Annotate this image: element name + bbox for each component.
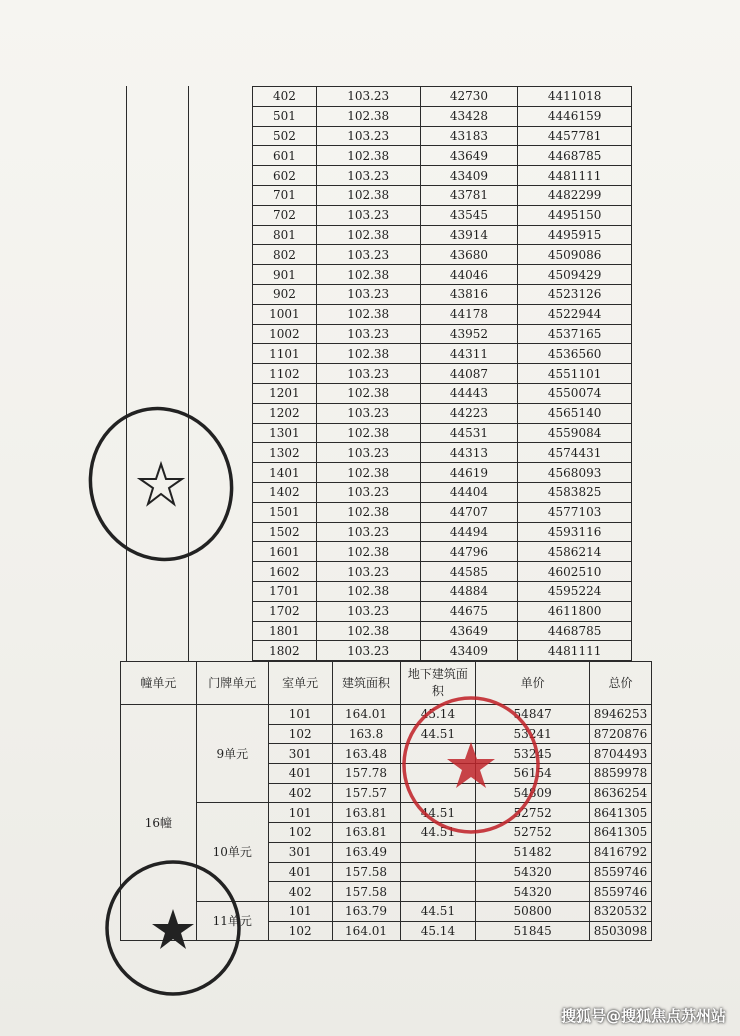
floor-area: 103.23 [316, 601, 420, 621]
total-price: 4593116 [518, 522, 632, 542]
floor-area: 102.38 [316, 265, 420, 285]
unit-price: 44087 [420, 364, 518, 384]
total-price: 4565140 [518, 403, 632, 423]
total-price: 8416792 [589, 842, 651, 862]
floor-area: 102.38 [316, 304, 420, 324]
table-row [253, 344, 632, 364]
floor-area: 102.38 [316, 383, 420, 403]
total-price: 4509429 [518, 265, 632, 285]
underground-area [400, 764, 476, 784]
room-number: 501 [253, 106, 317, 126]
floor-area: 163.81 [332, 823, 400, 843]
unit-price: 44443 [420, 383, 518, 403]
unit-price: 50800 [476, 901, 590, 921]
floor-area: 163.48 [332, 744, 400, 764]
unit-price: 44531 [420, 423, 518, 443]
room-number: 1301 [253, 423, 317, 443]
underground-area [400, 783, 476, 803]
unit-price: 44585 [420, 562, 518, 582]
total-price: 8559746 [589, 862, 651, 882]
total-price: 8559746 [589, 882, 651, 902]
total-price: 8704493 [589, 744, 651, 764]
underground-area: 45.14 [400, 705, 476, 725]
floor-area: 103.23 [316, 87, 420, 107]
total-price: 8641305 [589, 823, 651, 843]
header-door-unit: 门牌单元 [196, 662, 268, 705]
unit-price: 43428 [420, 106, 518, 126]
floor-area: 164.01 [332, 705, 400, 725]
room-number: 401 [268, 764, 332, 784]
floor-area: 163.49 [332, 842, 400, 862]
floor-area: 102.38 [316, 463, 420, 483]
unit-price: 56154 [476, 764, 590, 784]
room-number: 1801 [253, 621, 317, 641]
total-price: 4446159 [518, 106, 632, 126]
unit-price: 44046 [420, 265, 518, 285]
floor-area: 102.38 [316, 423, 420, 443]
floor-area: 157.58 [332, 882, 400, 902]
watermark-text: 搜狐号@搜狐焦点苏州站 [560, 1007, 726, 1025]
floor-area: 102.38 [316, 106, 420, 126]
table-row [253, 562, 632, 582]
room-number: 602 [253, 166, 317, 186]
table-row [253, 324, 632, 344]
unit-price-table-upper [252, 86, 632, 661]
unit-price: 44619 [420, 463, 518, 483]
total-price: 4595224 [518, 581, 632, 601]
table-row [253, 542, 632, 562]
underground-area: 44.51 [400, 803, 476, 823]
room-number: 1402 [253, 482, 317, 502]
room-number: 502 [253, 126, 317, 146]
room-number: 301 [268, 842, 332, 862]
unit-price: 43409 [420, 166, 518, 186]
total-price: 4523126 [518, 284, 632, 304]
unit-price: 54809 [476, 783, 590, 803]
header-floor-area: 建筑面积 [332, 662, 400, 705]
unit-price: 43649 [420, 146, 518, 166]
room-number: 102 [268, 921, 332, 941]
room-number: 101 [268, 705, 332, 725]
table-row [253, 601, 632, 621]
floor-area: 164.01 [332, 921, 400, 941]
unit-price: 43409 [420, 641, 518, 661]
unit-price: 53245 [476, 744, 590, 764]
room-number: 1101 [253, 344, 317, 364]
floor-area: 102.38 [316, 225, 420, 245]
floor-area: 103.23 [316, 482, 420, 502]
floor-area: 103.23 [316, 205, 420, 225]
room-number: 102 [268, 823, 332, 843]
table-row [253, 403, 632, 423]
unit-price: 43914 [420, 225, 518, 245]
room-number: 701 [253, 185, 317, 205]
floor-area: 103.23 [316, 443, 420, 463]
room-number: 1602 [253, 562, 317, 582]
table-row [121, 803, 652, 823]
table-rule-mid [188, 86, 189, 661]
total-price: 4602510 [518, 562, 632, 582]
total-price: 8859978 [589, 764, 651, 784]
unit-price: 51482 [476, 842, 590, 862]
total-price: 4509086 [518, 245, 632, 265]
floor-area: 102.38 [316, 344, 420, 364]
table-row [253, 482, 632, 502]
total-price: 8320532 [589, 901, 651, 921]
building-label: 16幢 [121, 705, 197, 941]
room-number: 1802 [253, 641, 317, 661]
room-number: 1502 [253, 522, 317, 542]
floor-area: 102.38 [316, 542, 420, 562]
unit-price: 44675 [420, 601, 518, 621]
total-price: 4482299 [518, 185, 632, 205]
total-price: 4574431 [518, 443, 632, 463]
room-number: 1102 [253, 364, 317, 384]
room-number: 102 [268, 724, 332, 744]
table-row [253, 106, 632, 126]
room-number: 301 [268, 744, 332, 764]
floor-area: 102.38 [316, 581, 420, 601]
room-number: 1002 [253, 324, 317, 344]
total-price: 4457781 [518, 126, 632, 146]
unit-price: 54847 [476, 705, 590, 725]
floor-area: 157.57 [332, 783, 400, 803]
table-rule-left [126, 86, 127, 661]
table-row [121, 705, 652, 725]
room-number: 401 [268, 862, 332, 882]
total-price: 4481111 [518, 166, 632, 186]
floor-area: 157.58 [332, 862, 400, 882]
floor-area: 103.23 [316, 245, 420, 265]
table-row [253, 126, 632, 146]
table-row [253, 364, 632, 384]
total-price: 8503098 [589, 921, 651, 941]
unit-price: 54320 [476, 882, 590, 902]
total-price: 4495915 [518, 225, 632, 245]
table-row [253, 621, 632, 641]
total-price: 4522944 [518, 304, 632, 324]
floor-area: 103.23 [316, 562, 420, 582]
unit-price: 52752 [476, 803, 590, 823]
floor-area: 102.38 [316, 185, 420, 205]
table-row [253, 146, 632, 166]
total-price: 4481111 [518, 641, 632, 661]
floor-area: 102.38 [316, 502, 420, 522]
underground-area: 44.51 [400, 823, 476, 843]
total-price: 4468785 [518, 621, 632, 641]
unit-price: 44404 [420, 482, 518, 502]
room-number: 1001 [253, 304, 317, 324]
room-number: 1302 [253, 443, 317, 463]
floor-area: 103.23 [316, 641, 420, 661]
table-row [253, 304, 632, 324]
header-total-price: 总价 [589, 662, 651, 705]
total-price: 4468785 [518, 146, 632, 166]
table-row [253, 443, 632, 463]
unit-price: 44884 [420, 581, 518, 601]
door-unit-label: 11单元 [196, 901, 268, 940]
unit-price: 43952 [420, 324, 518, 344]
floor-area: 157.78 [332, 764, 400, 784]
unit-price: 51845 [476, 921, 590, 941]
room-number: 1501 [253, 502, 317, 522]
floor-area: 103.23 [316, 166, 420, 186]
door-unit-label: 10单元 [196, 803, 268, 901]
room-number: 1201 [253, 383, 317, 403]
unit-price-table-lower [120, 661, 652, 941]
unit-price: 43781 [420, 185, 518, 205]
room-number: 1401 [253, 463, 317, 483]
room-number: 402 [268, 882, 332, 902]
underground-area: 44.51 [400, 724, 476, 744]
table-row [121, 901, 652, 921]
table-row [253, 87, 632, 107]
total-price: 8946253 [589, 705, 651, 725]
floor-area: 103.23 [316, 522, 420, 542]
room-number: 101 [268, 803, 332, 823]
unit-price: 44796 [420, 542, 518, 562]
table-row [253, 245, 632, 265]
table-row [253, 502, 632, 522]
header-unit-price: 单价 [476, 662, 590, 705]
total-price: 8720876 [589, 724, 651, 744]
table-row [253, 522, 632, 542]
room-number: 902 [253, 284, 317, 304]
room-number: 802 [253, 245, 317, 265]
floor-area: 102.38 [316, 146, 420, 166]
floor-area: 102.38 [316, 621, 420, 641]
unit-price: 53241 [476, 724, 590, 744]
header-building: 幢单元 [121, 662, 197, 705]
unit-price: 52752 [476, 823, 590, 843]
table-row [253, 166, 632, 186]
total-price: 4559084 [518, 423, 632, 443]
total-price: 4495150 [518, 205, 632, 225]
underground-area: 45.14 [400, 921, 476, 941]
room-number: 402 [268, 783, 332, 803]
floor-area: 103.23 [316, 364, 420, 384]
room-number: 801 [253, 225, 317, 245]
unit-price: 44494 [420, 522, 518, 542]
unit-price: 43183 [420, 126, 518, 146]
room-number: 1701 [253, 581, 317, 601]
floor-area: 103.23 [316, 403, 420, 423]
table-row [253, 225, 632, 245]
header-room: 室单元 [268, 662, 332, 705]
table-row [253, 581, 632, 601]
floor-area: 103.23 [316, 126, 420, 146]
table-row [253, 205, 632, 225]
total-price: 4568093 [518, 463, 632, 483]
unit-price: 42730 [420, 87, 518, 107]
table-row [253, 423, 632, 443]
total-price: 4411018 [518, 87, 632, 107]
room-number: 601 [253, 146, 317, 166]
unit-price: 44311 [420, 344, 518, 364]
room-number: 901 [253, 265, 317, 285]
table-row [253, 265, 632, 285]
table-row [253, 641, 632, 661]
underground-area: 44.51 [400, 901, 476, 921]
total-price: 4583825 [518, 482, 632, 502]
total-price: 4551101 [518, 364, 632, 384]
table-row [253, 383, 632, 403]
floor-area: 163.79 [332, 901, 400, 921]
room-number: 1202 [253, 403, 317, 423]
room-number: 101 [268, 901, 332, 921]
unit-price: 44223 [420, 403, 518, 423]
unit-price: 44178 [420, 304, 518, 324]
room-number: 1702 [253, 601, 317, 621]
floor-area: 103.23 [316, 324, 420, 344]
total-price: 4577103 [518, 502, 632, 522]
total-price: 8641305 [589, 803, 651, 823]
unit-price: 43649 [420, 621, 518, 641]
underground-area [400, 744, 476, 764]
total-price: 4536560 [518, 344, 632, 364]
unit-price: 43816 [420, 284, 518, 304]
unit-price: 44707 [420, 502, 518, 522]
table-row [253, 185, 632, 205]
floor-area: 163.8 [332, 724, 400, 744]
unit-price: 43680 [420, 245, 518, 265]
table-row [253, 463, 632, 483]
total-price: 4550074 [518, 383, 632, 403]
underground-area [400, 882, 476, 902]
unit-price: 44313 [420, 443, 518, 463]
total-price: 4611800 [518, 601, 632, 621]
floor-area: 163.81 [332, 803, 400, 823]
total-price: 4586214 [518, 542, 632, 562]
room-number: 1601 [253, 542, 317, 562]
floor-area: 103.23 [316, 284, 420, 304]
room-number: 702 [253, 205, 317, 225]
door-unit-label: 9单元 [196, 705, 268, 803]
underground-area [400, 842, 476, 862]
header-underground-area: 地下建筑面积 [400, 662, 476, 705]
underground-area [400, 862, 476, 882]
unit-price: 54320 [476, 862, 590, 882]
room-number: 402 [253, 87, 317, 107]
total-price: 4537165 [518, 324, 632, 344]
unit-price: 43545 [420, 205, 518, 225]
table-row [253, 284, 632, 304]
total-price: 8636254 [589, 783, 651, 803]
table-header-row [121, 662, 652, 705]
